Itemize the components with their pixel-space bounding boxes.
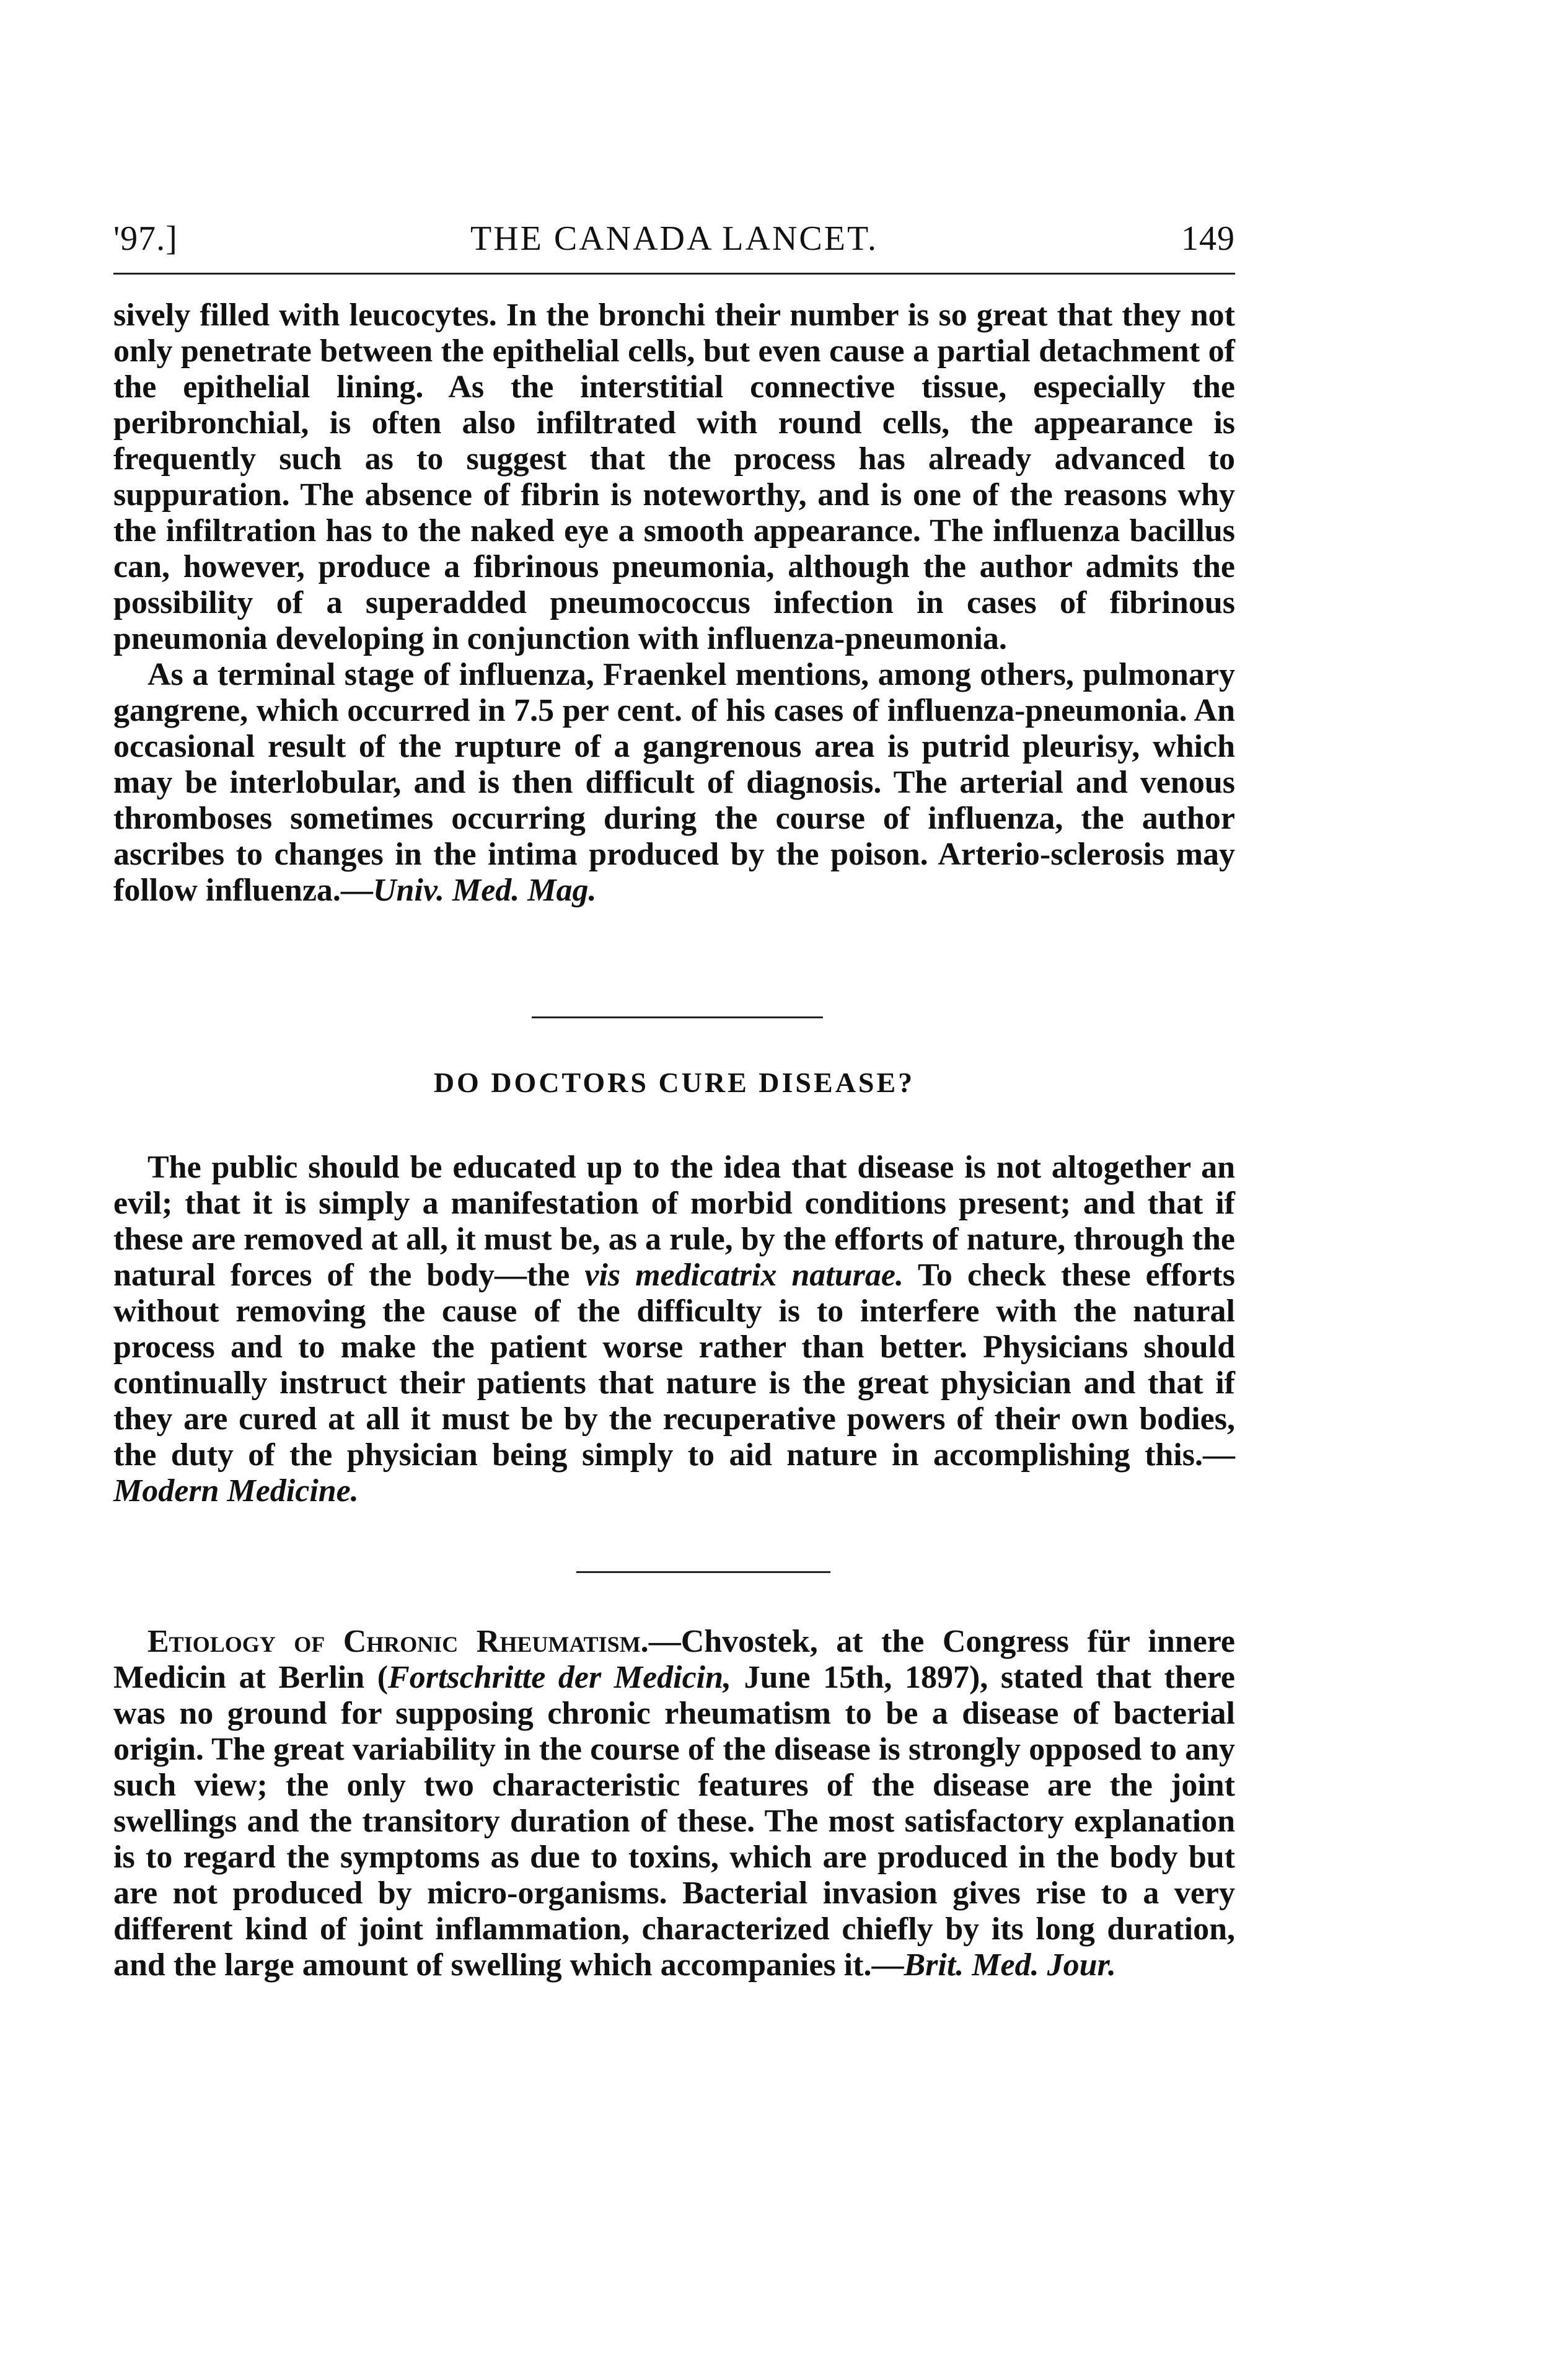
article-chronic-rheumatism <box>113 1624 1235 1983</box>
journal-title: THE CANADA LANCET. <box>470 219 879 258</box>
source-citation: Modern Medicine. <box>113 1473 359 1509</box>
latin-phrase: vis medicatrix naturae. <box>584 1258 904 1293</box>
paragraph-text: —Chvostek, at the Congress für innere Medicin at Berlin ( <box>113 1624 1235 1695</box>
paragraph-text: As a terminal stage of influenza, Fraenkel mentions, among others, pulmonary gangrene, which occurred in 7.5 per cent. of his cases of influenza-pneumonia. An occasional result of the rupture of a gangrenous area is putrid pleurisy, which may be interlobular, and is then difficult of diagnosis. The arterial and venous thromboses sometimes occurring during the course of influenza, the author ascribes to changes in the intima produced by the poison. Arterio-sclerosis may follow influenza.— <box>113 657 1235 908</box>
paragraph-continued: sively filled with leucocytes. In the bronchi their number is so great that they not only penetrate between the epithelial cells, but even cause a partial detachment of the epithelial lining. As the interstitial connective tissue, especially the peribronchial, is often also infiltrated with round cells, the appearance is frequently such as to suggest that the process has already advanced to suppuration. The absence of fibrin is noteworthy, and is one of the reasons why the infiltration has to the naked eye a smooth appearance. The influenza bacillus can, however, produce a fibrinous pneumonia, although the author admits the possibility of a superadded pneumococcus infection in cases of fibrinous pneumonia developing in conjunction with influenza-pneumonia. <box>113 298 1235 656</box>
paragraph <box>113 1150 1235 1509</box>
volume-year: '97.] <box>113 219 178 258</box>
paragraph-text: The public should be educated up to the idea that disease is not altogether an evil; that it is simply a manifestation of morbid conditions present; and that if these are removed at all, it must be, as a rule, by the efforts of nature, through the natural forces of the body—the <box>113 1150 1235 1293</box>
source-citation: Brit. Med. Jour. <box>904 1947 1116 1983</box>
article-title: Etiology of Chronic Rheumatism. <box>147 1624 649 1659</box>
paragraph-text-cont: June 15th, 1897), stated that there was no ground for supposing chronic rheumatism to be a disease of bacterial origin. The great variability in the course of the disease is strongly opposed to any such view; the only two characteristic features of the disease are the joint swellings and the transitory duration of these. The most satisfactory explanation is to regard the symptoms as due to toxins, which are produced in the body but are not produced by micro-organisms. Bacterial invasion gives rise to a very different kind of joint inflammation, characterized chiefly by its long duration, and the large amount of swelling which accompanies it.— <box>113 1660 1236 1983</box>
section-divider <box>532 1016 823 1018</box>
header-rule <box>113 273 1235 275</box>
paragraph-terminal-stage <box>113 657 1235 909</box>
paragraph <box>113 1624 1235 1983</box>
running-header <box>113 214 1235 263</box>
page-number: 149 <box>1181 219 1235 258</box>
paragraph-text-cont: To check these efforts without removing the cause of the difficulty is to interfere with the natural process and to make the patient worse rather than better. Physicians should continually instruct their patients that nature is the great physician and that if they are cured at all it must be by the recuperative powers of their own bodies, the duty of the physician being simply to aid nature in accomplishing this.— <box>113 1258 1236 1473</box>
journal-citation: Fortschritte der Medicin, <box>388 1660 732 1695</box>
article-influenza <box>113 298 1235 909</box>
article-doctors-cure <box>113 1150 1235 1509</box>
article-heading: DO DOCTORS CURE DISEASE? <box>433 1067 915 1098</box>
source-citation: Univ. Med. Mag. <box>372 873 597 908</box>
section-divider <box>576 1571 830 1573</box>
